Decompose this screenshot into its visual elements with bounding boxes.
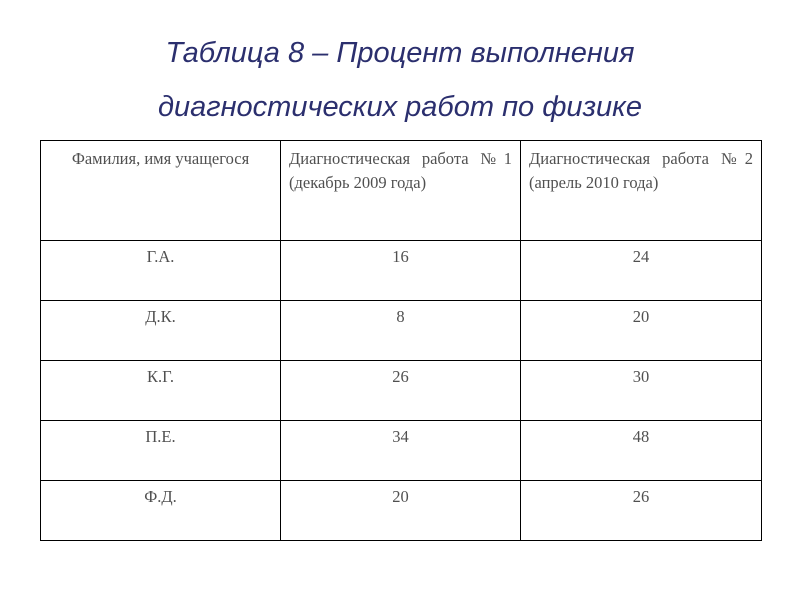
header-row [41, 141, 762, 241]
cell-work-1: 16 [281, 241, 521, 301]
table-header [41, 141, 762, 241]
table-row [41, 241, 762, 301]
cell-work-1: 20 [281, 481, 521, 541]
table-row [41, 421, 762, 481]
cell-student: Ф.Д. [41, 481, 281, 541]
cell-student: К.Г. [41, 361, 281, 421]
table-row [41, 301, 762, 361]
header-work-1: Диагностическая работа №1 (декабрь 2009 года) [281, 141, 521, 241]
slide-title-line-2: диагностических работ по физике [158, 91, 642, 123]
cell-student: П.Е. [41, 421, 281, 481]
cell-work-2: 26 [521, 481, 762, 541]
slide-title [0, 26, 800, 134]
cell-student: Д.К. [41, 301, 281, 361]
cell-work-2: 24 [521, 241, 762, 301]
slide-title-line-1: Таблица 8 – Процент выполнения [165, 37, 635, 69]
results-table [40, 140, 762, 541]
table-row [41, 481, 762, 541]
cell-student: Г.А. [41, 241, 281, 301]
table-body [41, 241, 762, 541]
cell-work-2: 30 [521, 361, 762, 421]
cell-work-1: 34 [281, 421, 521, 481]
cell-work-2: 48 [521, 421, 762, 481]
cell-work-1: 26 [281, 361, 521, 421]
cell-work-1: 8 [281, 301, 521, 361]
header-work-2: Диагностическая работа №2 (апрель 2010 года) [521, 141, 762, 241]
cell-work-2: 20 [521, 301, 762, 361]
header-student-name: Фамилия, имя учащегося [41, 141, 281, 241]
table-row [41, 361, 762, 421]
